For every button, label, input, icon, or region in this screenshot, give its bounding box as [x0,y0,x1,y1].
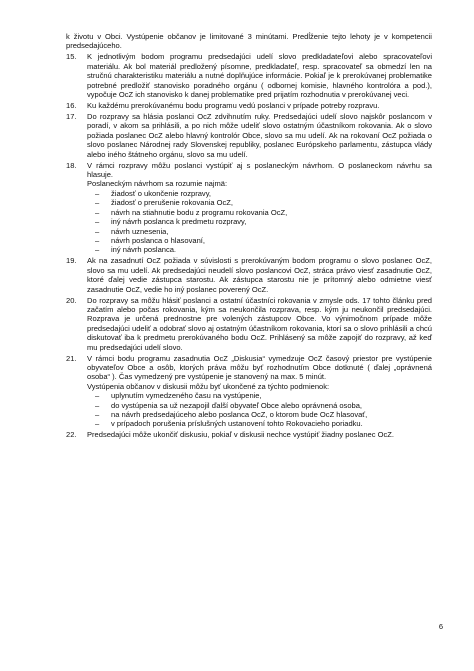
list-item: – do vystúpenia sa už nezapojil ďalší obyvateľ Obce alebo oprávnená osoba, [87,401,432,410]
article-item-18 [66,161,432,255]
article-item-20 [66,296,432,352]
article-item-15 [66,52,432,99]
list-item: – v prípadoch porušenia príslušných ustanovení tohto Rokovacieho poriadku. [87,419,432,428]
continuation-paragraph: k životu v Obci. Vystúpenie občanov je limitované 3 minútami. Predĺženie tejto lehoty je v kompetencii predsedajúceho. [66,32,432,51]
item-text: Do rozpravy sa môžu hlásiť poslanci a ostatní účastníci rokovania v zmysle ods. 17 tohto článku pred začatím alebo počas rokovania, kým sa neukončila rozprava, resp. kým ju neukončil predsedajúci. Rozprava je určená prednostne pre volených zástupcov Obce. Vo výnimočnom prípade môže predsedajúci udeliť a odobrať slovo aj ostatným účastníkom rokovania, ktorí sa o slovo prihlásili a chcú diskutovať iba k predmetu prerokúvaného bodu OcZ. Prihlásený sa môže zapojiť do rozpravy, až keď mu predsedajúci udelí slovo. [87,295,432,352]
item-subheading: Vystúpenia občanov v diskusii môžu byť ukončené za týchto podmienok: [87,381,330,391]
item-number: 19. [66,256,77,266]
article-item-19 [66,256,432,294]
item-text: V rámci bodu programu zasadnutia OcZ „Diskusia“ vymedzuje OcZ časový priestor pre vystúpenie obyvateľov Obce a osôb, ktorých práva môžu byť rozhodnutím Obce dotknuté ( ďalej „oprávnená osoba“ ). Čas vymedzený pre vystúpenie je stanovený na max. 5 minút. [87,353,432,382]
item-text: Ak na zasadnutí OcZ požiada v súvislosti s prerokúvaným bodom programu o slovo poslanec OcZ, slovo sa mu udelí. Ak predsedajúci neudelí slovo poslancovi OcZ, stráca právo viesť zasadnutie OcZ, ktoré ďalej vedie zástupca starostu. Ak zástupca starostu nie je prítomný alebo odmietne viesť zasadnutie OcZ, vedie ho iný poslanec poverený OcZ. [87,256,432,294]
item-number: 20. [66,295,77,305]
list-item: – iný návrh poslanca. [87,245,432,254]
discussion-end-conditions-list [87,391,432,429]
item-subheading: Poslaneckým návrhom sa rozumie najmä: [87,179,228,189]
article-item-17 [66,112,432,159]
page-number: 6 [438,621,443,631]
item-number: 22. [66,430,77,440]
item-number: 15. [66,52,77,62]
article-item-22 [66,430,432,439]
list-item: – uplynutím vymedzeného času na vystúpenie, [87,391,432,400]
item-text: Predsedajúci môže ukončiť diskusiu, pokiaľ v diskusii nechce vystúpiť žiadny poslanec OcZ. [87,430,394,440]
list-item: – návrh na stiahnutie bodu z programu rokovania OcZ, [87,208,432,217]
item-number: 18. [66,160,77,170]
item-number: 17. [66,112,77,122]
item-text: V rámci rozpravy môžu poslanci vystúpiť aj s poslaneckým návrhom. O poslaneckom návrhu sa hlasuje. [87,160,432,180]
item-number: 21. [66,353,77,363]
list-item: – iný návrh poslanca k predmetu rozpravy, [87,217,432,226]
list-item: – návrh uznesenia, [87,227,432,236]
item-text: Do rozpravy sa hlásia poslanci OcZ zdvihnutím ruky. Predsedajúci udelí slovo najskôr poslancom v poradí, v akom sa prihlásili, a po nich môže udeliť slovo ostatným účastníkom rokovania. Ak o slovo požiada poslanec OcZ alebo hlavný kontrolór Obce, slovo sa mu udelí. Ak na rokovaní OcZ požiada o slovo poslanec Národnej rady Slovenskej republiky, poslanec Európskeho parlamentu, zástupca vlády alebo iného štátneho orgánu, slovo sa mu udelí. [87,112,432,159]
item-number: 16. [66,101,77,111]
list-item: – žiadosť o prerušenie rokovania OcZ, [87,198,432,207]
list-item: – žiadosť o ukončenie rozpravy, [87,189,432,198]
article-item-21 [66,354,432,429]
item-text: K jednotlivým bodom programu predsedajúci udelí slovo predkladateľovi alebo spracovateľovi materiálu. Ak bol materiál predložený písomne, predkladateľ, resp. spracovateľ sa obmedzí len na stručnú charakteristiku materiálu a nutné doplňujúce informácie. Pokiaľ je k prerokúvanej problematike potrebné predložiť stanovisko poradného orgánu ( odbornej komisie, hlavného kontrolóra a pod.), vypočuje OcZ ich stanovisko k danej problematike pred prijatím rozhodnutia v prerokúvanej veci. [87,52,432,100]
proposal-types-list [87,189,432,255]
list-item: – na návrh predsedajúceho alebo poslanca OcZ, o ktorom bude OcZ hlasovať, [87,410,432,419]
item-text: Ku každému prerokúvanému bodu programu vedú poslanci v prípade potreby rozpravu. [87,101,380,111]
article-item-16 [66,101,432,110]
list-item: – návrh poslanca o hlasovaní, [87,236,432,245]
